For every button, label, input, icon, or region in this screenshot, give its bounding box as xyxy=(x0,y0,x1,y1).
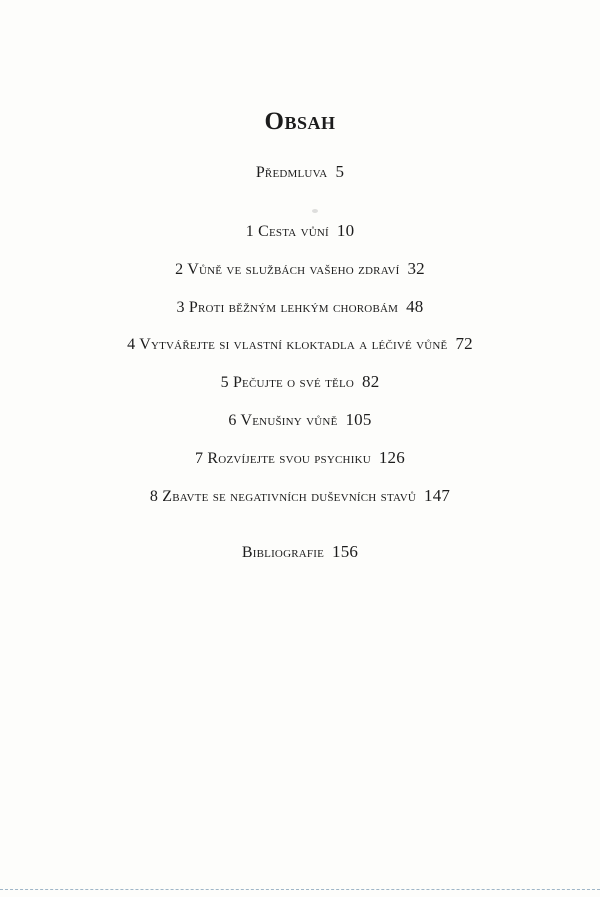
toc-entry-preface[interactable] xyxy=(0,162,600,182)
toc-entry-label: 3 Proti běžným lehkým chorobám xyxy=(176,299,399,316)
toc-entry[interactable] xyxy=(0,221,600,241)
toc-entry-label: 5 Pečujte o své tělo xyxy=(220,374,355,391)
toc-entry-label: Bibliografie xyxy=(241,544,324,561)
toc-entry-bibliography[interactable] xyxy=(0,542,600,562)
page-title: Obsah xyxy=(264,108,336,135)
toc-entry-page: 5 xyxy=(335,162,345,181)
toc-entry[interactable] xyxy=(0,297,600,317)
toc-entry-label: 8 Zbavte se negativních duševních stavů xyxy=(149,488,417,505)
toc-entry-page: 105 xyxy=(345,410,372,429)
toc-entry-label: 1 Cesta vůní xyxy=(245,223,329,240)
toc-entry[interactable] xyxy=(0,334,600,354)
toc-entry[interactable] xyxy=(0,486,600,506)
toc-entry-label: Předmluva xyxy=(255,164,328,181)
toc-entry-page: 147 xyxy=(424,486,451,505)
toc-entry-page: 156 xyxy=(332,542,359,561)
toc-entry-page: 72 xyxy=(455,334,473,353)
toc-entry-label: 2 Vůně ve službách vašeho zdraví xyxy=(175,261,400,278)
toc-entry-page: 10 xyxy=(336,221,355,240)
page-bottom-edge xyxy=(0,889,600,890)
toc-entry-page: 32 xyxy=(407,259,425,278)
toc-entry-label: 7 Rozvíjejte svou psychiku xyxy=(195,450,371,467)
toc-entry-label: 4 Vytvářejte si vlastní kloktadla a léčivé vůně xyxy=(127,336,448,353)
toc-entry[interactable] xyxy=(0,259,600,279)
paper-speck xyxy=(312,209,318,213)
toc-entry[interactable] xyxy=(0,448,600,468)
toc-entry-label: 6 Venušiny vůně xyxy=(228,412,338,429)
toc-entry-page: 82 xyxy=(362,372,380,391)
toc-entry-page: 126 xyxy=(378,448,405,467)
toc-entry[interactable] xyxy=(0,372,600,392)
toc-entry[interactable] xyxy=(0,410,600,430)
toc-entry-page: 48 xyxy=(406,297,424,316)
